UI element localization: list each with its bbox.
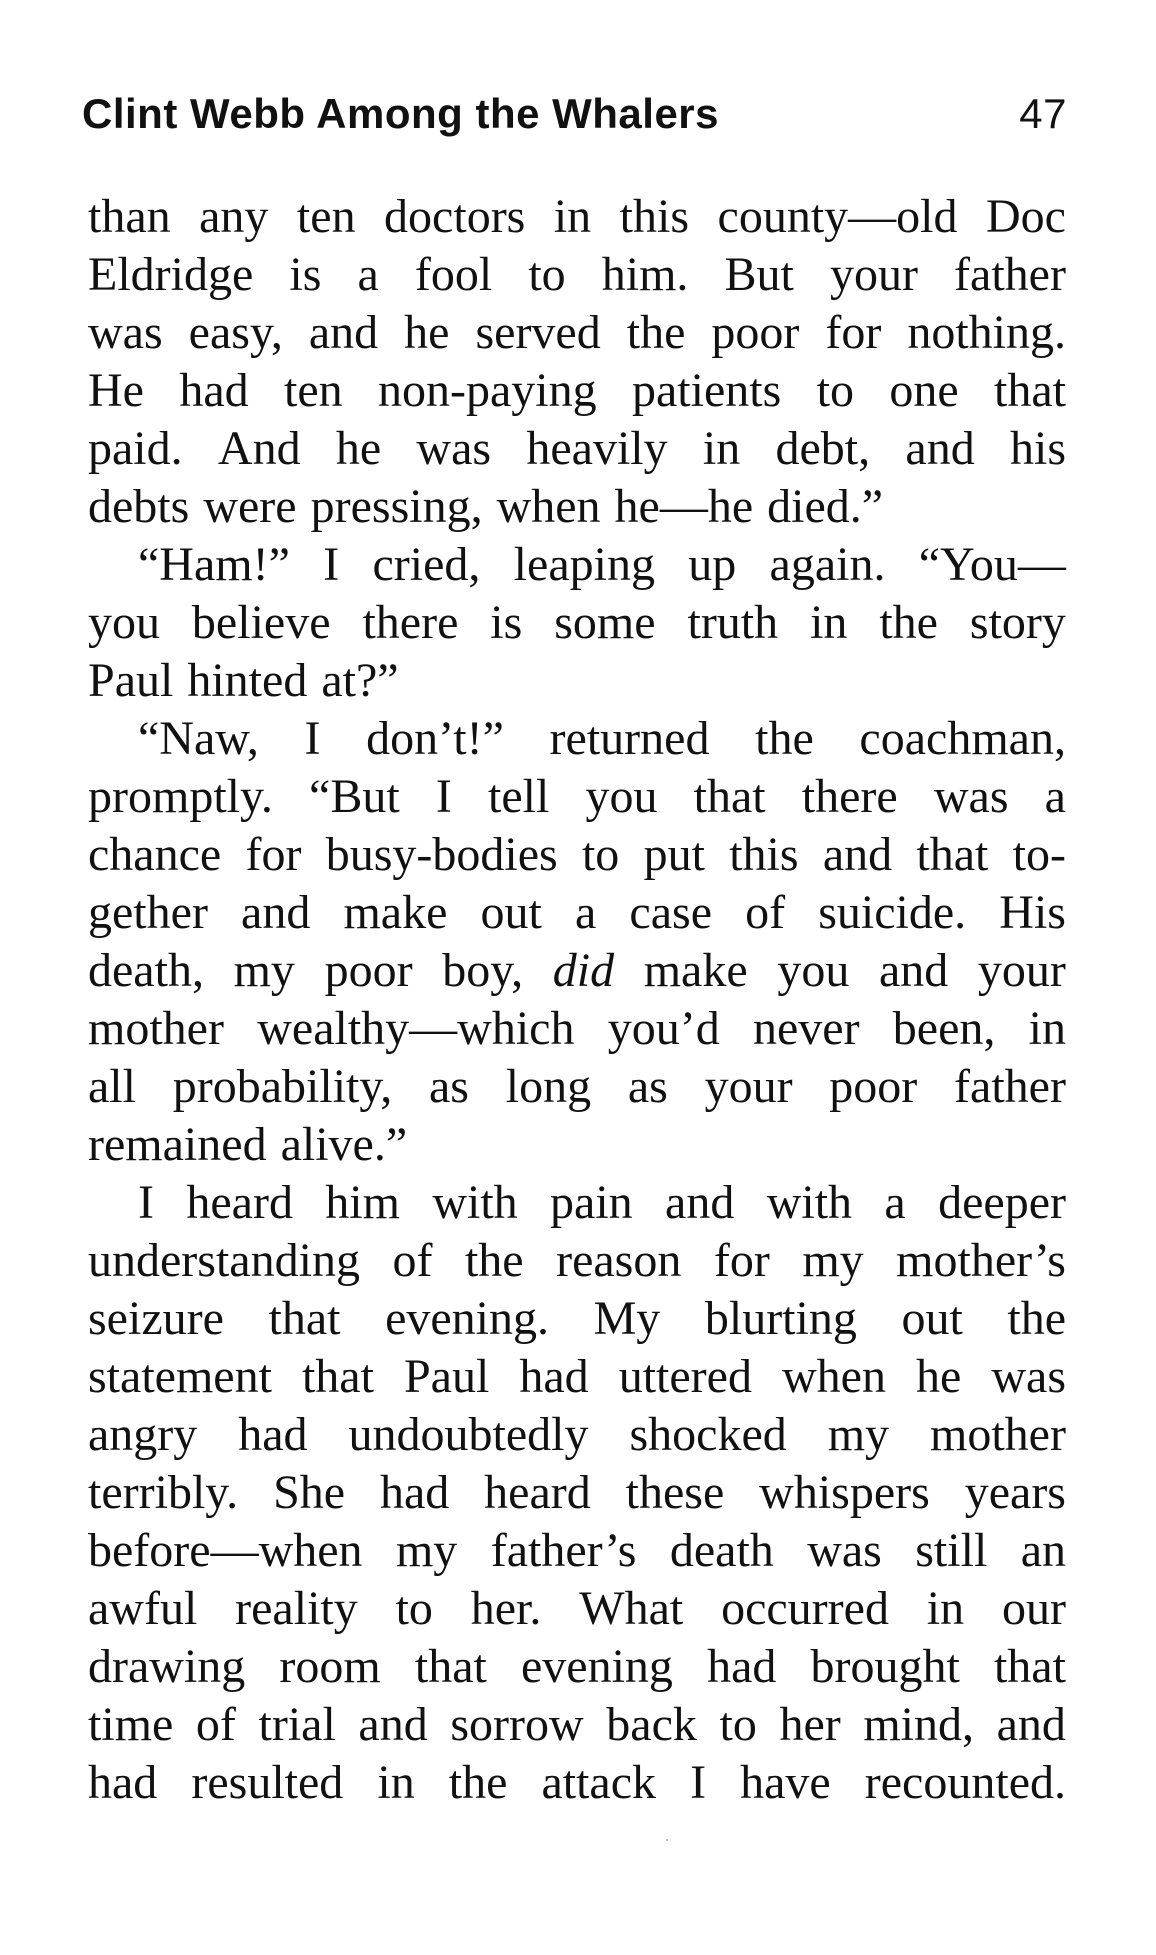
text-line: remained alive.”: [88, 1118, 408, 1171]
running-title: Clint Webb Among the Whalers: [82, 90, 720, 137]
text-line: before—when my father’s death was still an: [88, 1524, 1066, 1577]
text-line: all probability, as long as your poor father: [88, 1060, 1066, 1113]
text-line: gether and make out a case of suicide. His: [88, 886, 1066, 939]
page-number: 47: [1019, 90, 1067, 137]
running-header: [82, 88, 1067, 140]
text-line: “Naw, I don’t!” returned the coachman,: [138, 712, 1066, 765]
text-line: death, my poor boy, did make you and your: [88, 944, 1066, 997]
text-line: than any ten doctors in this county—old Doc: [88, 190, 1066, 243]
text-line: time of trial and sorrow back to her mind, and: [88, 1698, 1066, 1751]
text-line: chance for busy-bodies to put this and that to-: [88, 828, 1066, 881]
text-line: He had ten non-paying patients to one that: [88, 364, 1066, 417]
text-line: was easy, and he served the poor for nothing.: [88, 306, 1066, 359]
text-line: terribly. She had heard these whispers years: [88, 1466, 1066, 1519]
print-speck: [666, 1839, 668, 1841]
text-line: debts were pressing, when he—he died.”: [88, 480, 884, 533]
body-text: [88, 188, 1066, 1812]
text-line: understanding of the reason for my mother’s: [88, 1234, 1066, 1287]
text-line: you believe there is some truth in the story: [88, 596, 1066, 649]
text-line: mother wealthy—which you’d never been, in: [88, 1002, 1066, 1055]
text-line: drawing room that evening had brought that: [88, 1640, 1066, 1693]
text-line: awful reality to her. What occurred in our: [88, 1582, 1066, 1635]
text-line: seizure that evening. My blurting out the: [88, 1292, 1066, 1345]
text-line: Paul hinted at?”: [88, 654, 399, 707]
text-line: I heard him with pain and with a deeper: [138, 1176, 1066, 1229]
text-line: angry had undoubtedly shocked my mother: [88, 1408, 1066, 1461]
text-line: paid. And he was heavily in debt, and his: [88, 422, 1066, 475]
text-line: Eldridge is a fool to him. But your father: [88, 248, 1066, 301]
text-line: “Ham!” I cried, leaping up again. “You—: [138, 538, 1066, 591]
text-line: statement that Paul had uttered when he was: [88, 1350, 1066, 1403]
text-line: had resulted in the attack I have recounted.: [88, 1756, 1066, 1809]
text-line: promptly. “But I tell you that there was a: [88, 770, 1066, 823]
